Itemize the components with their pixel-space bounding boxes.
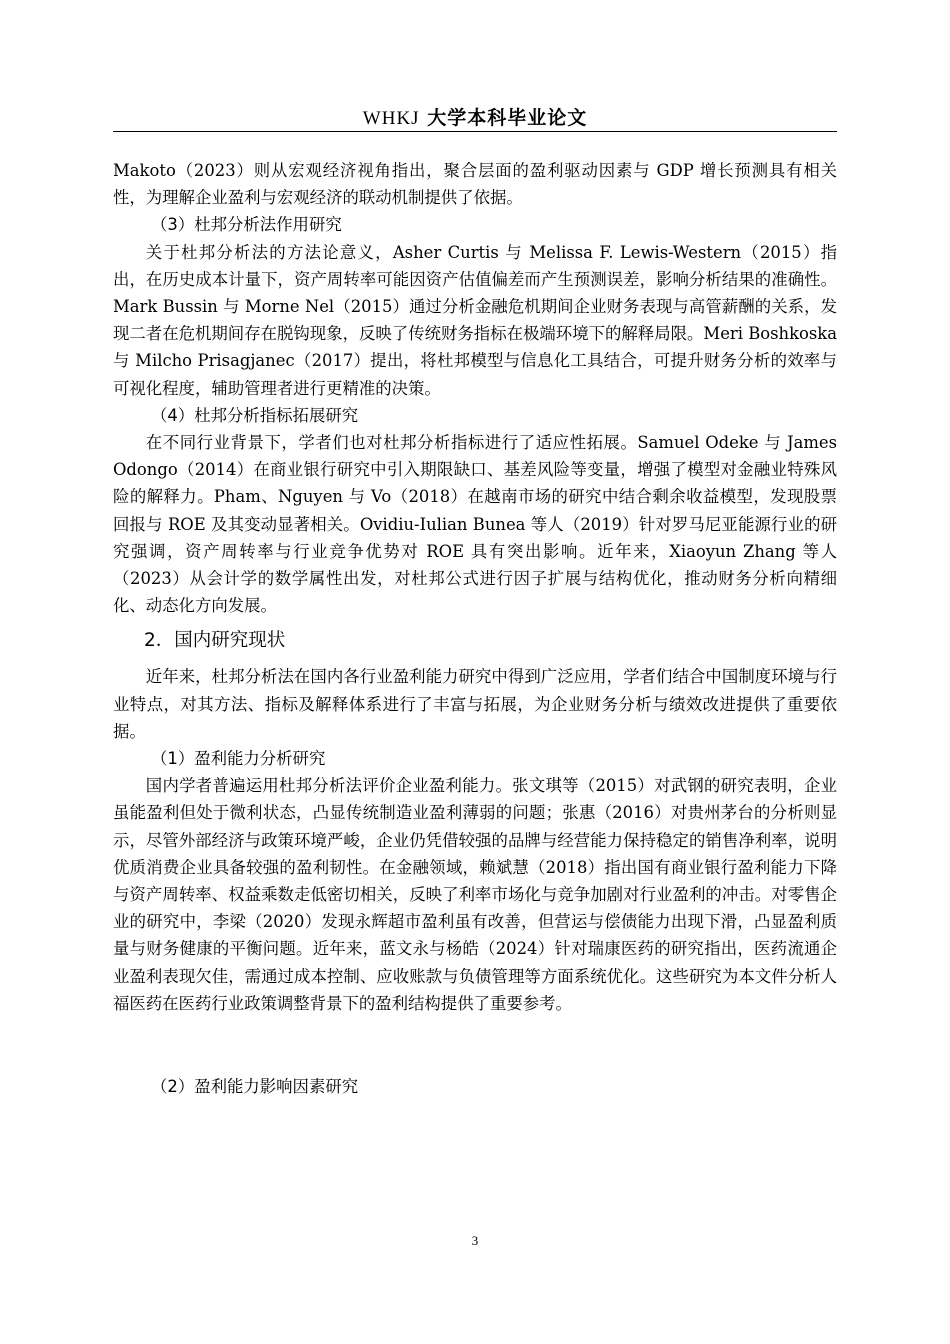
paragraph-makoto: Makoto（2023）则从宏观经济视角指出，聚合层面的盈利驱动因素与 GDP 增长预测具有相关性，为理解企业盈利与宏观经济的联动机制提供了依据。 [113,161,837,208]
paragraph-profitability-analysis: 国内学者普遍运用杜邦分析法评价企业盈利能力。张文琪等（2015）对武钢的研究表明，企业虽能盈利但处于微利状态，凸显传统制造业盈利薄弱的问题；张惠（2016）对贵州茅台的分析则显示，尽管外部经济与政策环境严峻，企业仍凭借较强的品牌与经营能力保持稳定的销售净利率，说明优质消费企业具备较强的盈利韧性。在金融领域，赖斌慧（2018）指出国有商业银行盈利能力下降与资产周转率、权益乘数走低密切相关，反映了利率市场化与竞争加剧对行业盈利的冲击。对零售企业的研究中，李梁（2020）发现永辉超市盈利虽有改善，但营运与偿债能力出现下滑，凸显盈利质量与财务健康的平衡问题。近年来，蓝文永与杨皓（2024）针对瑞康医药的研究指出，医药流通企业盈利表现欠佳，需通过成本控制、应收账款与负债管理等方面系统优化。这些研究为本文件分析人福医药在医药行业政策调整背景下的盈利结构提供了重要参考。 [113,776,837,1013]
blank-space [113,1017,837,1073]
header-title: 大学本科毕业论文 [419,107,588,129]
paragraph-domestic-intro: 近年来，杜邦分析法在国内各行业盈利能力研究中得到广泛应用，学者们结合中国制度环境与行业特点，对其方法、指标及解释体系进行了丰富与拓展，为企业财务分析与绩效改进提供了重要依据。 [113,667,837,741]
section-heading-domestic: 2．国内研究现状 [144,630,286,652]
header-rule [113,131,837,132]
subheading-profitability-analysis: （1）盈利能力分析研究 [151,749,326,769]
subheading-dupont-role: （3）杜邦分析法作用研究 [151,215,342,235]
page-number: 3 [471,1233,479,1248]
page-body [113,157,837,1100]
header-brand: WHKJ [362,108,420,129]
page-header [113,103,837,129]
paragraph-dupont-role: 关于杜邦分析法的方法论意义，Asher Curtis 与 Melissa F. Lewis-Western（2015）指出，在历史成本计量下，资产周转率可能因资产估值偏差而产生预测误差，影响分析结果的准确性。Mark Bussin 与 Morne Nel（2015）通过分析金融危机期间企业财务表现与高管薪酬的关系，发现二者在危机期间存在脱钩现象，反映了传统财务指标在极端环境下的解释局限。Meri Boshkoska 与 Milcho Prisagjanec（2017）提出，将杜邦模型与信息化工具结合，可提升财务分析的效率与可视化程度，辅助管理者进行更精准的决策。 [113,242,837,398]
subheading-profitability-factors: （2）盈利能力影响因素研究 [151,1077,359,1097]
paragraph-dupont-extension: 在不同行业背景下，学者们也对杜邦分析指标进行了适应性拓展。Samuel Odeke 与 James Odongo（2014）在商业银行研究中引入期限缺口、基差风险等变量，增强了模型对金融业特殊风险的解释力。Pham、Nguyen 与 Vo（2018）在越南市场的研究中结合剩余收益模型，发现股票回报与 ROE 及其变动显著相关。Ovidiu-Iulian Bunea 等人（2019）针对罗马尼亚能源行业的研究强调，资产周转率与行业竞争优势对 ROE 具有突出影响。近年来，Xiaoyun Zhang 等人（2023）从会计学的数学属性出发，对杜邦公式进行因子扩展与结构优化，推动财务分析向精细化、动态化方向发展。 [113,433,837,616]
subheading-dupont-extension: （4）杜邦分析指标拓展研究 [151,405,359,425]
